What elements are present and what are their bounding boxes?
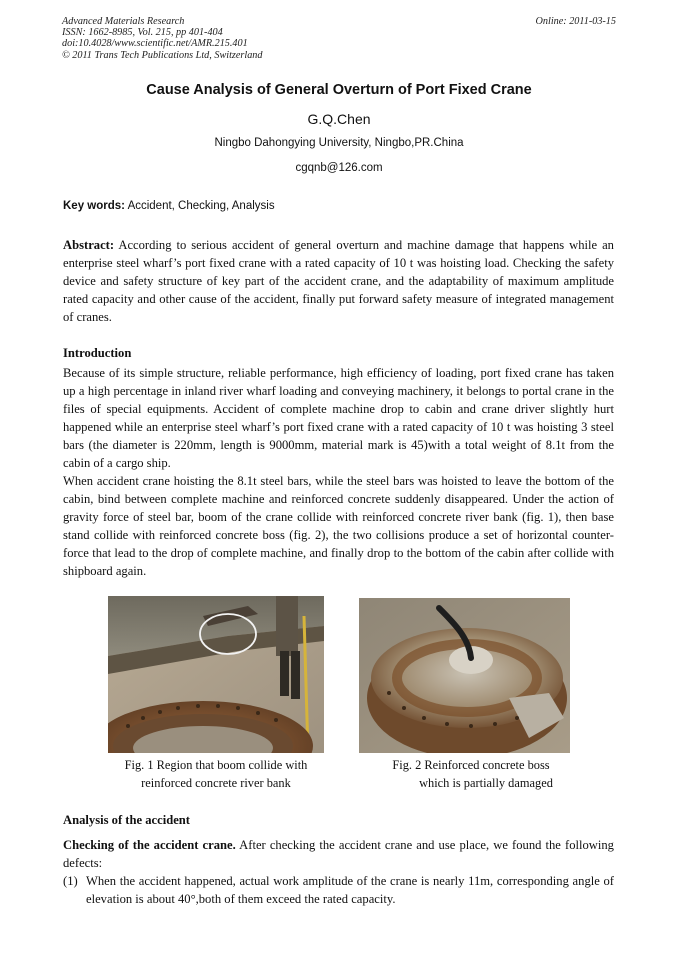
keywords-text: Accident, Checking, Analysis xyxy=(127,200,275,212)
introduction-paragraph-2: When accident crane hoisting the 8.1t steel bars, while the steel bars was hoisted to leave the bottom of the cabin, bind between complete machine and reinforced concrete suddenly disappeared. Under the action of gravity force of steel bar, boom of the crane collide with reinforced concrete river bank (fig. 1), then base stand collide with reinforced concrete boss (fig. 2), the two collisions produce a set of horizontal counter-force that lead to the drop of complete machine, and finally drop to the bottom of the cabin after collide with shipboard again. xyxy=(63,474,614,579)
figure-1-caption-line-2: reinforced concrete river bank xyxy=(141,776,291,790)
figure-2-caption-line-1: Fig. 2 Reinforced concrete boss xyxy=(392,758,550,772)
defect-item-1-text: When the accident happened, actual work amplitude of the crane is nearly 11m, corresponding angle of elevation is about 40°,both of them exceed the rated capacity. xyxy=(86,874,614,907)
author-name: G.Q.Chen xyxy=(307,111,371,127)
introduction-heading: Introduction xyxy=(63,346,132,360)
introduction-paragraph-1: Because of its simple structure, reliable performance, high efficiency of loading, port fixed crane has taken up a high percentage in inland river wharf loading and conveying machinery, it belongs to portal crane in the files of special equipments. Accident of complete machine drop to cabin and crane driver slightly hurt happened while an enterprise steel wharf’s port fixed crane with a rated capacity of 10 t was hoisting 3 steel bars (the diameter is 220mm, length is 9000mm, material mark is 45)with a total weight of 8.1t from the cabin of a cargo ship. xyxy=(63,366,614,471)
figure-1-photo xyxy=(108,596,324,753)
defect-item-1 xyxy=(63,872,614,908)
paper-title: Cause Analysis of General Overturn of Port Fixed Crane xyxy=(146,82,532,98)
doi-line: doi:10.4028/www.scientific.net/AMR.215.401 xyxy=(62,38,248,50)
checking-label: Checking of the accident crane. xyxy=(63,838,236,852)
checking-paragraph xyxy=(63,836,614,872)
figure-1-caption-line-1: Fig. 1 Region that boom collide with xyxy=(124,758,308,772)
figure-2-caption xyxy=(355,756,587,792)
defect-item-1-number: (1) xyxy=(63,874,78,888)
keywords-label: Key words: xyxy=(63,200,125,212)
journal-name: Advanced Materials Research xyxy=(62,16,185,27)
analysis-heading: Analysis of the accident xyxy=(63,813,190,827)
affiliation: Ningbo Dahongying University, Ningbo,PR.China xyxy=(214,137,464,149)
keywords-line xyxy=(63,200,275,212)
copyright-line: © 2011 Trans Tech Publications Ltd, Switzerland xyxy=(62,49,263,61)
abstract-text: According to serious accident of general overturn and machine damage that happens while an enterprise steel wharf’s port fixed crane with a rated capacity of 10 t was hoisting load. Checking the safety device and safety structure of key part of the accident crane, and the adaptability of maximum amplitude rated capacity and other cause of the accident, finally put forward safety measure of integrated management of cranes. xyxy=(63,238,614,325)
issn-line: ISSN: 1662-8985, Vol. 215, pp 401-404 xyxy=(62,27,223,39)
abstract-paragraph xyxy=(63,236,614,326)
figure-1-caption xyxy=(95,756,337,792)
checking-text: After checking the accident crane and use place, we found the following defects: xyxy=(63,838,614,871)
figure-2-caption-line-2: which is partially damaged xyxy=(419,776,553,790)
figure-2-photo xyxy=(359,598,570,753)
journal-header xyxy=(62,16,262,61)
abstract-label: Abstract: xyxy=(63,238,115,252)
author-email: cgqnb@126.com xyxy=(295,162,383,174)
online-date: Online: 2011-03-15 xyxy=(535,16,616,27)
